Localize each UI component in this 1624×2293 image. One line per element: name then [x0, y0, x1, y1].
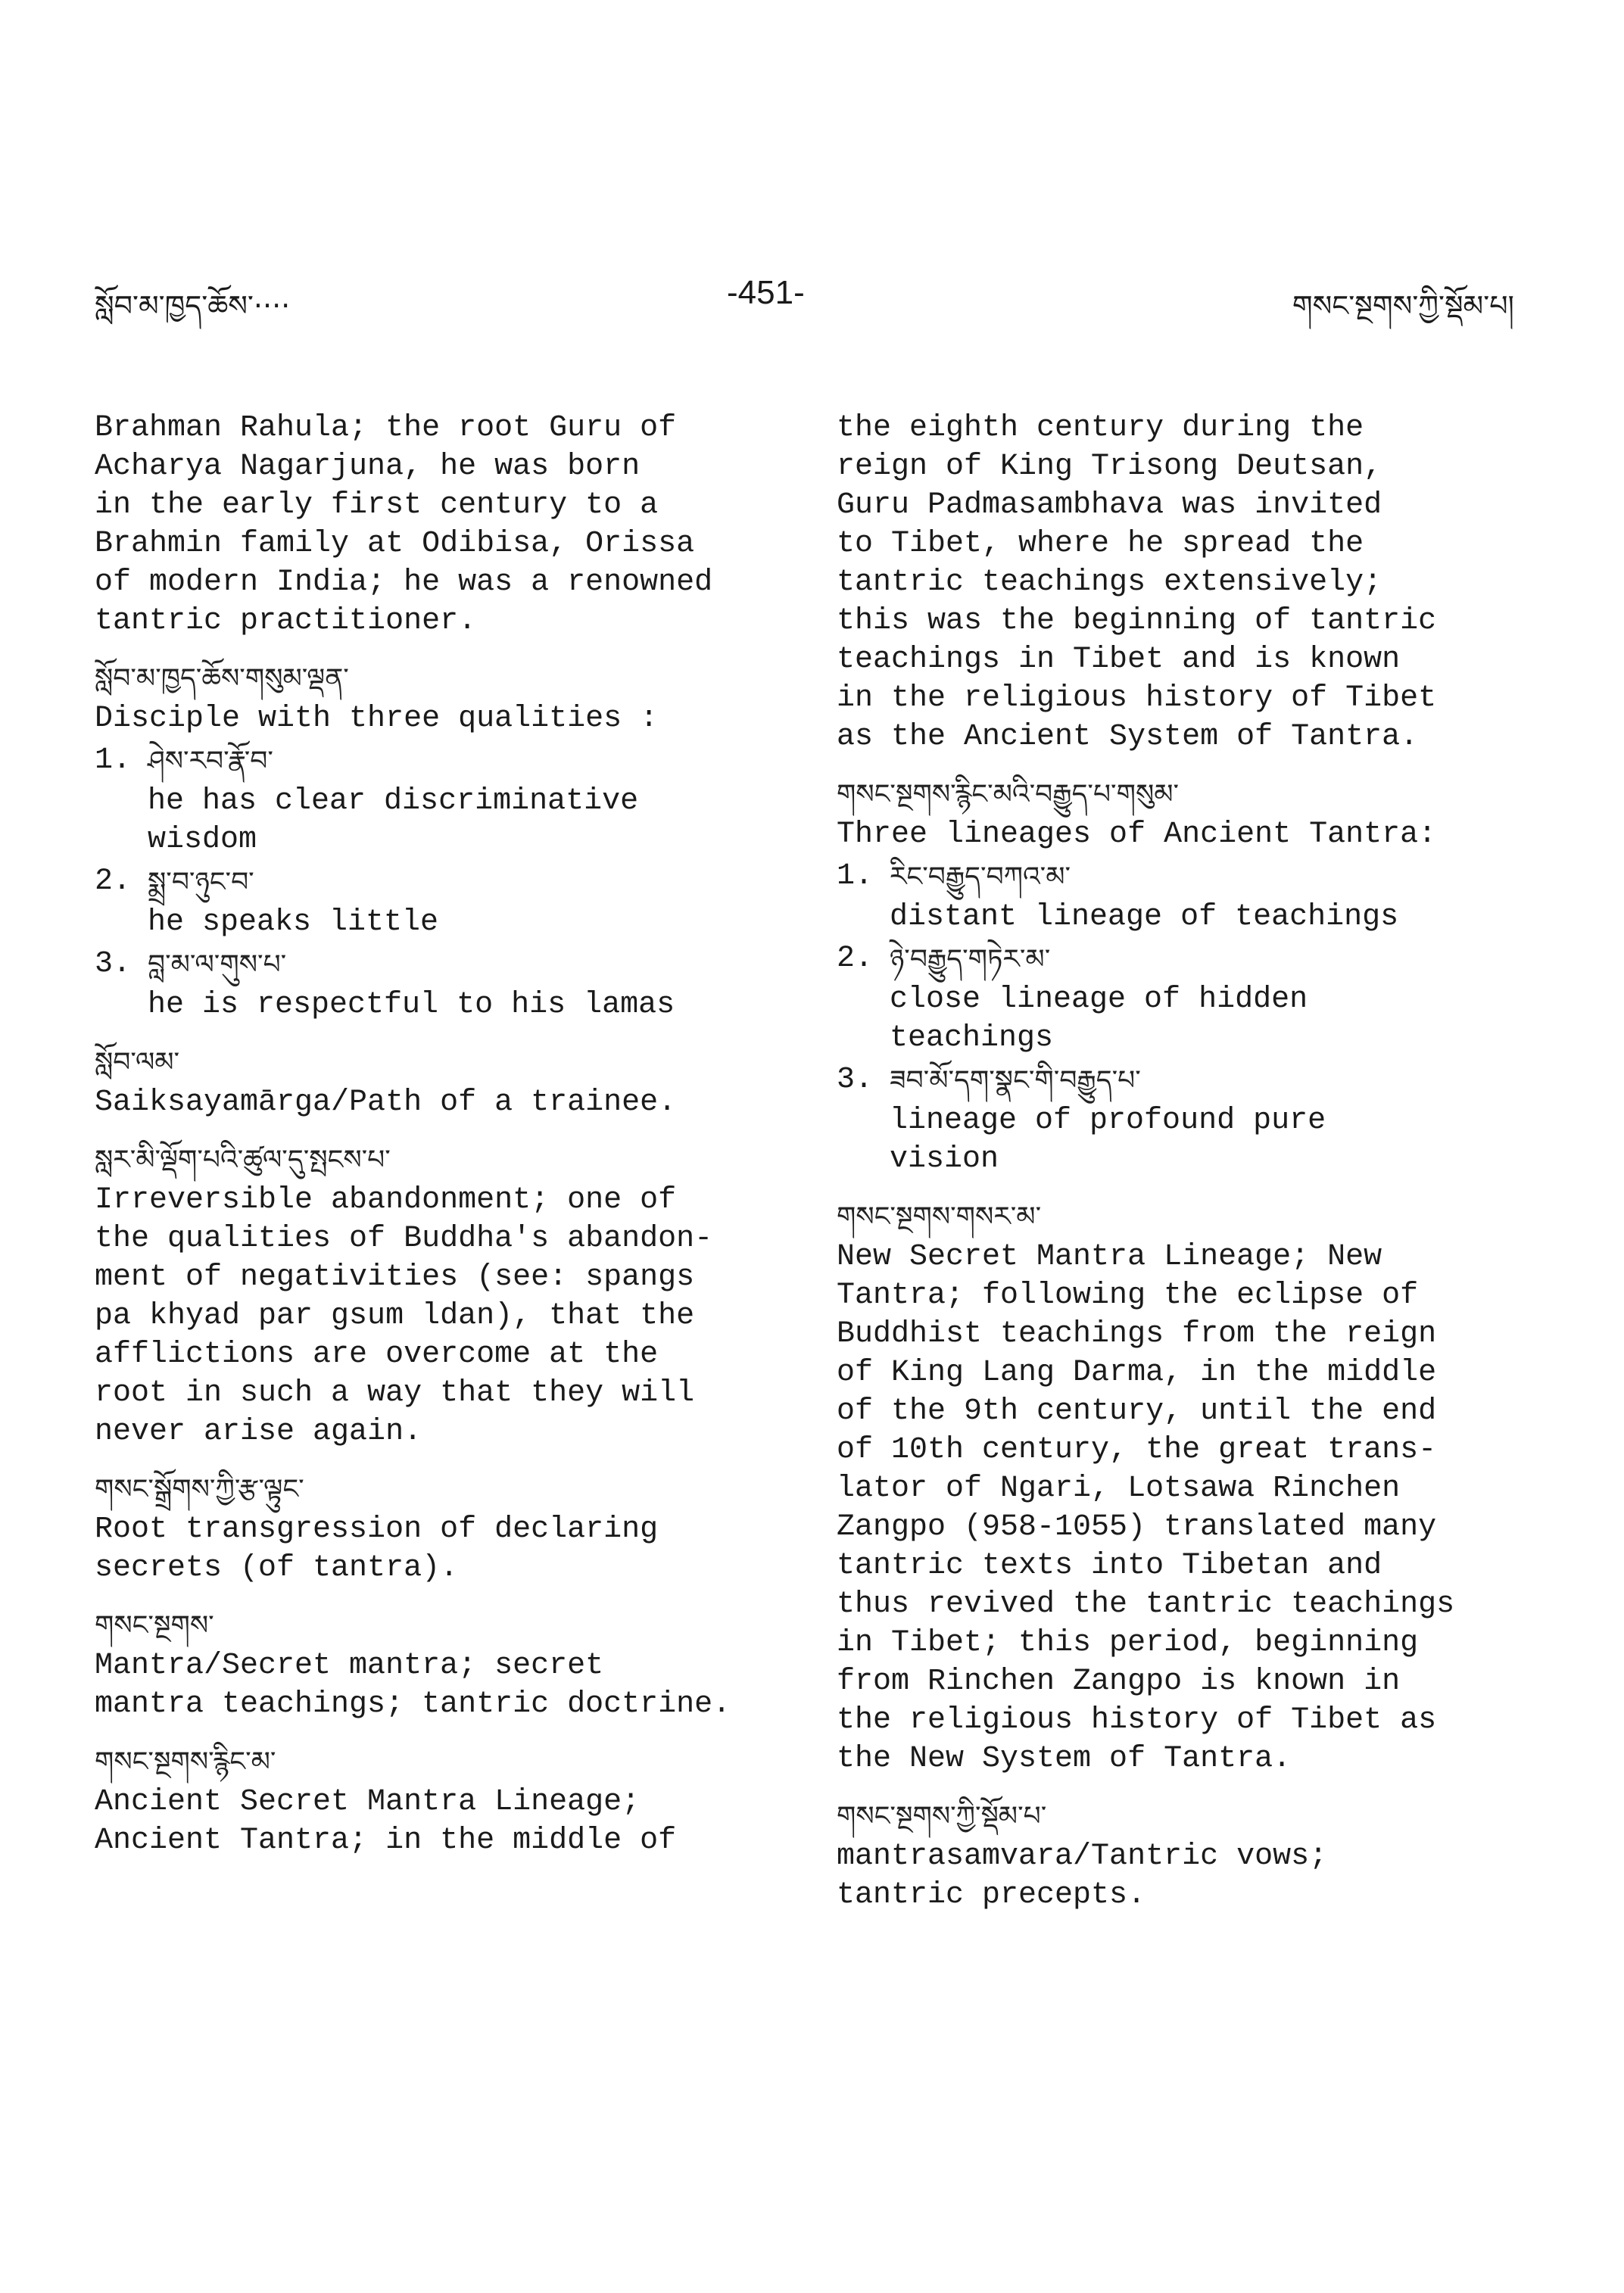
definition: Disciple with three qualities : [95, 702, 659, 736]
tibetan-term: ཟབ་མོ་དག་སྣང་གི་བརྒྱུད་པ་ [890, 1065, 1141, 1096]
item-number: 1. [95, 743, 132, 777]
text-line: this was the beginning of tantric [837, 604, 1437, 638]
text-line: the qualities of Buddha's abandon- [95, 1222, 713, 1256]
tibetan-term: ཤེས་རབ་རྣོ་བ་ [148, 746, 273, 777]
entry-secret-mantra [95, 1606, 761, 1724]
text-line: close lineage of hidden [890, 983, 1308, 1017]
text-line: Brahman Rahula; the root Guru of [95, 411, 677, 445]
text-line: the eighth century during the [837, 411, 1364, 445]
list-item [95, 862, 761, 942]
text-line: secrets (of tantra). [95, 1551, 459, 1585]
text-line: Zangpo (958-1055) translated many [837, 1510, 1437, 1544]
text-line: thus revived the tantric teachings [837, 1587, 1455, 1622]
text-line: lineage of profound pure [890, 1104, 1326, 1138]
text-line: of King Lang Darma, in the middle [837, 1356, 1437, 1390]
entry-disciple-qualities [95, 659, 761, 1024]
tibetan-headword: གསང་སྔགས་གསར་མ་ [837, 1201, 1042, 1232]
entry-path-of-trainee [95, 1042, 761, 1122]
list-item [837, 939, 1518, 1058]
text-line: tantric practitioner. [95, 604, 477, 638]
tibetan-term: རིང་བརྒྱུད་བཀའ་མ་ [890, 861, 1071, 893]
right-column [837, 409, 1518, 1933]
item-number: 3. [95, 947, 132, 981]
text-line: mantra teachings; tantric doctrine. [95, 1687, 731, 1721]
text-line: pa khyad par gsum ldan), that the [95, 1299, 695, 1333]
tibetan-headword: སློབ་ལམ་ [95, 1047, 180, 1078]
text-line: as the Ancient System of Tantra. [837, 720, 1419, 754]
text-line: he is respectful to his lamas [148, 988, 675, 1022]
list-item [837, 857, 1518, 936]
entry-irreversible-abandonment [95, 1140, 761, 1451]
text-line: Buddhist teachings from the reign [837, 1317, 1437, 1351]
definition: Three lineages of Ancient Tantra: [837, 818, 1437, 852]
text-line: tantric teachings extensively; [837, 565, 1382, 600]
text-line: Brahmin family at Odibisa, Orissa [95, 527, 695, 561]
text-line: he speaks little [148, 905, 439, 939]
text-line: Guru Padmasambhava was invited [837, 488, 1382, 522]
entry-three-lineages [837, 774, 1518, 1179]
text-line: Ancient Secret Mantra Lineage; [95, 1785, 641, 1819]
text-line: afflictions are overcome at the [95, 1338, 659, 1372]
text-line: wisdom [148, 823, 257, 857]
definition: Saiksayamārga/Path of a trainee. [95, 1086, 677, 1120]
text-line: Irreversible abandonment; one of [95, 1183, 677, 1217]
text-line: in the religious history of Tibet [837, 681, 1437, 715]
text-line: reign of King Trisong Deutsan, [837, 450, 1382, 484]
tibetan-headword: གསང་སྔགས་ [95, 1610, 214, 1641]
text-line: Mantra/Secret mantra; secret [95, 1649, 604, 1683]
text-line: from Rinchen Zangpo is known in [837, 1665, 1401, 1699]
text-line: he has clear discriminative [148, 784, 639, 818]
entry-tantric-vows [837, 1796, 1518, 1914]
entry-new-mantra-lineage [837, 1197, 1518, 1778]
list-item [95, 741, 761, 859]
text-line: tantric texts into Tibetan and [837, 1549, 1382, 1583]
page-number: -451- [727, 274, 805, 311]
text-line: lator of Ngari, Lotsawa Rinchen [837, 1472, 1401, 1506]
text-line: of the 9th century, until the end [837, 1394, 1437, 1428]
tibetan-headword: གསང་སྒྲོགས་ཀྱི་རྩ་ལྟུང་ [95, 1474, 304, 1505]
list-item [95, 945, 761, 1024]
text-line: Ancient Tantra; in the middle of [95, 1824, 677, 1858]
entry-ancient-mantra-lineage [95, 1742, 761, 1860]
entry-continuation [95, 409, 761, 640]
item-number: 1. [837, 859, 874, 893]
tibetan-headword: སློབ་མ་ཁྱད་ཆོས་གསུམ་ལྡན་ [95, 663, 349, 694]
list-item [837, 1061, 1518, 1179]
text-line: the religious history of Tibet as [837, 1703, 1437, 1737]
text-line: tantric precepts. [837, 1878, 1146, 1912]
item-number: 2. [95, 865, 132, 899]
tibetan-headword: གསང་སྔགས་ཀྱི་སྡོམ་པ་ [837, 1801, 1047, 1832]
item-number: 2. [837, 942, 874, 976]
tibetan-term: སྨྲ་བ་ཉུང་བ་ [148, 867, 254, 898]
text-line: the New System of Tantra. [837, 1742, 1292, 1776]
text-line: distant lineage of teachings [890, 900, 1399, 934]
tibetan-headword: སླར་མི་ལྡོག་པའི་ཚུལ་དུ་སྤངས་པ་ [95, 1145, 391, 1176]
tibetan-headword: གསང་སྔགས་རྙིང་མ་ [95, 1746, 276, 1777]
text-line: in Tibet; this period, beginning [837, 1626, 1419, 1660]
tibetan-headword: གསང་སྔགས་རྙིང་མའི་བརྒྱུད་པ་གསུམ་ [837, 779, 1180, 810]
entry-continuation [837, 409, 1518, 756]
left-column [95, 409, 761, 1878]
text-line: root in such a way that they will [95, 1376, 695, 1410]
text-line: in the early first century to a [95, 488, 659, 522]
text-line: teachings [890, 1021, 1054, 1055]
tibetan-term: ཉེ་བརྒྱུད་གཏེར་མ་ [890, 944, 1051, 975]
tibetan-term: བླ་མ་ལ་གུས་པ་ [148, 949, 287, 980]
text-line: Acharya Nagarjuna, he was born [95, 450, 641, 484]
text-line: of 10th century, the great trans- [837, 1433, 1437, 1467]
text-line: of modern India; he was a renowned [95, 565, 713, 600]
running-head-right: གསང་སྔགས་ཀྱི་སྡོམ་པ། [1292, 289, 1514, 322]
entry-root-transgression [95, 1469, 761, 1587]
text-line: teachings in Tibet and is known [837, 643, 1401, 677]
text-line: Root transgression of declaring [95, 1513, 659, 1547]
item-number: 3. [837, 1063, 874, 1097]
text-line: to Tibet, where he spread the [837, 527, 1364, 561]
text-line: ment of negativities (see: spangs [95, 1260, 695, 1294]
text-line: New Secret Mantra Lineage; New [837, 1240, 1382, 1274]
text-line: never arise again. [95, 1415, 422, 1449]
text-line: mantrasamvara/Tantric vows; [837, 1840, 1328, 1874]
text-line: Tantra; following the eclipse of [837, 1279, 1419, 1313]
text-line: vision [890, 1142, 999, 1176]
running-head-left: སློབ་མ་ཁྱད་ཆོས་···· [95, 289, 291, 322]
